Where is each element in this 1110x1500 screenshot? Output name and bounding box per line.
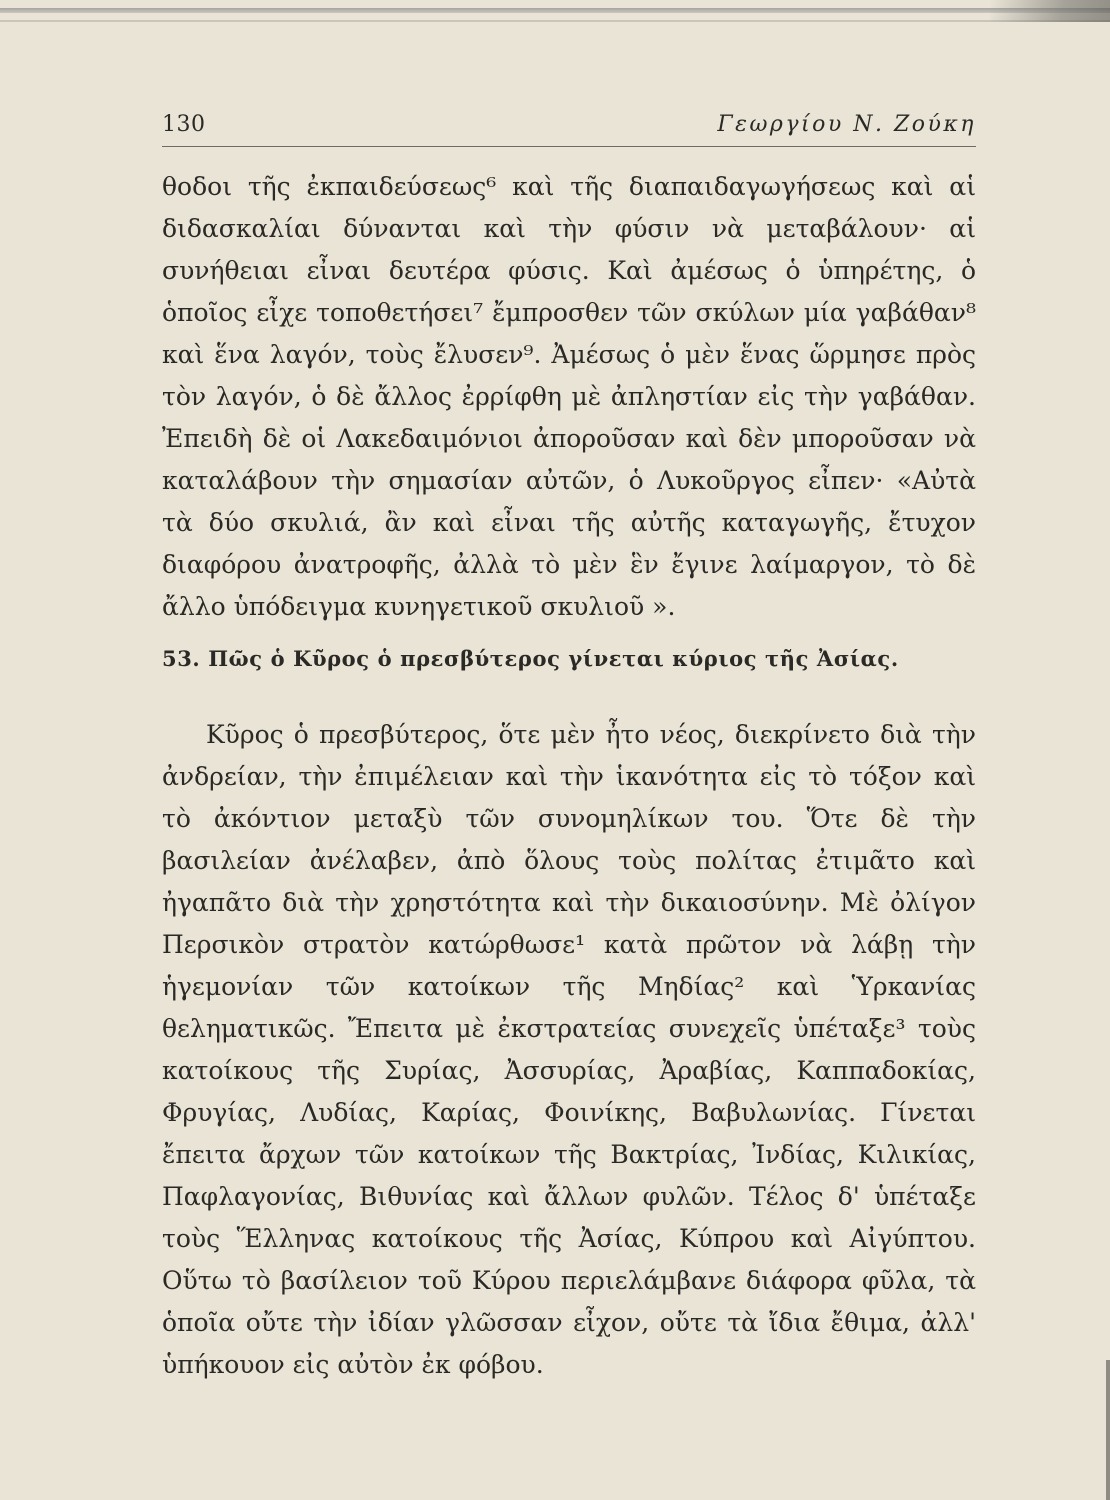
paragraph-continuation: θοδοι τῆς ἐκπαιδεύσεως⁶ καὶ τῆς διαπαιδαγωγήσεως καὶ αἱ διδασκαλίαι δύνανται καὶ τὴν φύσιν νὰ μεταβάλουν· αἱ συνήθειαι εἶναι δευτέρα φύσις. Καὶ ἀμέσως ὁ ὑπηρέτης, ὁ ὁποῖος εἶχε τοποθετήσει⁷ ἔμπροσθεν τῶν σκύλων μία γαβάθαν⁸ καὶ ἕνα λαγόν, τοὺς ἔλυσεν⁹. Ἀμέσως ὁ μὲν ἕνας ὥρμησε πρὸς τὸν λαγόν, ὁ δὲ ἄλλος ἐρρίφθη μὲ ἀπληστίαν εἰς τὴν γαβάθαν. Ἐπειδὴ δὲ οἱ Λακεδαιμόνιοι ἀποροῦσαν καὶ δὲν μποροῦσαν νὰ καταλάβουν τὴν σημασίαν αὐτῶν, ὁ Λυκοῦργος εἶπεν· «Αὐτὰ τὰ δύο σκυλιά, ἂν καὶ εἶναι τῆς αὐτῆς καταγωγῆς, ἔτυχον διαφόρου ἀνατροφῆς, ἀλλὰ τὸ μὲν ἓν ἔγινε λαίμαργον, τὸ δὲ ἄλλο ὑπόδειγμα κυνηγετικοῦ σκυλιοῦ ».	[162, 172, 976, 621]
running-head: Γεωργίου Ν. Ζούκη	[717, 112, 976, 137]
scan-right-edge-shadow	[1106, 1360, 1110, 1500]
text-block-continuation	[162, 166, 976, 628]
paragraph-section-53: Κῦρος ὁ πρεσβύτερος, ὅτε μὲν ἦτο νέος, διεκρίνετο διὰ τὴν ἀνδρείαν, τὴν ἐπιμέλειαν καὶ τὴν ἱκανότητα εἰς τὸ τόξον καὶ τὸ ἀκόντιον μεταξὺ τῶν συνομηλίκων του. Ὅτε δὲ τὴν βασιλείαν ἀνέλαβεν, ἀπὸ ὅλους τοὺς πολίτας ἐτιμᾶτο καὶ ἠγαπᾶτο διὰ τὴν χρηστότητα καὶ τὴν δικαιοσύνην. Μὲ ὀλίγον Περσικὸν στρατὸν κατώρθωσε¹ κατὰ πρῶτον νὰ λάβῃ τὴν ἡγεμονίαν τῶν κατοίκων τῆς Μηδίας² καὶ Ὑρκανίας θεληματικῶς. Ἔπειτα μὲ ἐκστρατείας συνεχεῖς ὑπέταξε³ τοὺς κατοίκους τῆς Συρίας, Ἀσσυρίας, Ἀραβίας, Καππαδοκίας, Φρυγίας, Λυδίας, Καρίας, Φοινίκης, Βαβυλωνίας. Γίνεται ἔπειτα ἄρχων τῶν κατοίκων τῆς Βακτρίας, Ἰνδίας, Κιλικίας, Παφλαγονίας, Βιθυνίας καὶ ἄλλων φυλῶν. Τέλος δ' ὑπέταξε τοὺς Ἕλληνας κατοίκους τῆς Ἀσίας, Κύπρου καὶ Αἰγύπτου. Οὕτω τὸ βασίλειον τοῦ Κύρου περιελάμβανε διάφορα φῦλα, τὰ ὁποῖα οὔτε τὴν ἰδίαν γλῶσσαν εἶχον, οὔτε τὰ ἴδια ἔθιμα, ἀλλ' ὑπήκουον εἰς αὐτὸν ἐκ φόβου.	[162, 720, 976, 1379]
text-block-section-53	[162, 714, 976, 1386]
scan-corner-shadow	[990, 0, 1110, 22]
page-number: 130	[162, 112, 206, 137]
page-header	[162, 112, 976, 147]
scan-top-edge-line	[0, 20, 1110, 22]
scan-top-edge	[0, 8, 1110, 13]
section-heading: 53. Πῶς ὁ Κῦρος ὁ πρεσβύτερος γίνεται κύριος τῆς Ἀσίας.	[162, 646, 899, 671]
